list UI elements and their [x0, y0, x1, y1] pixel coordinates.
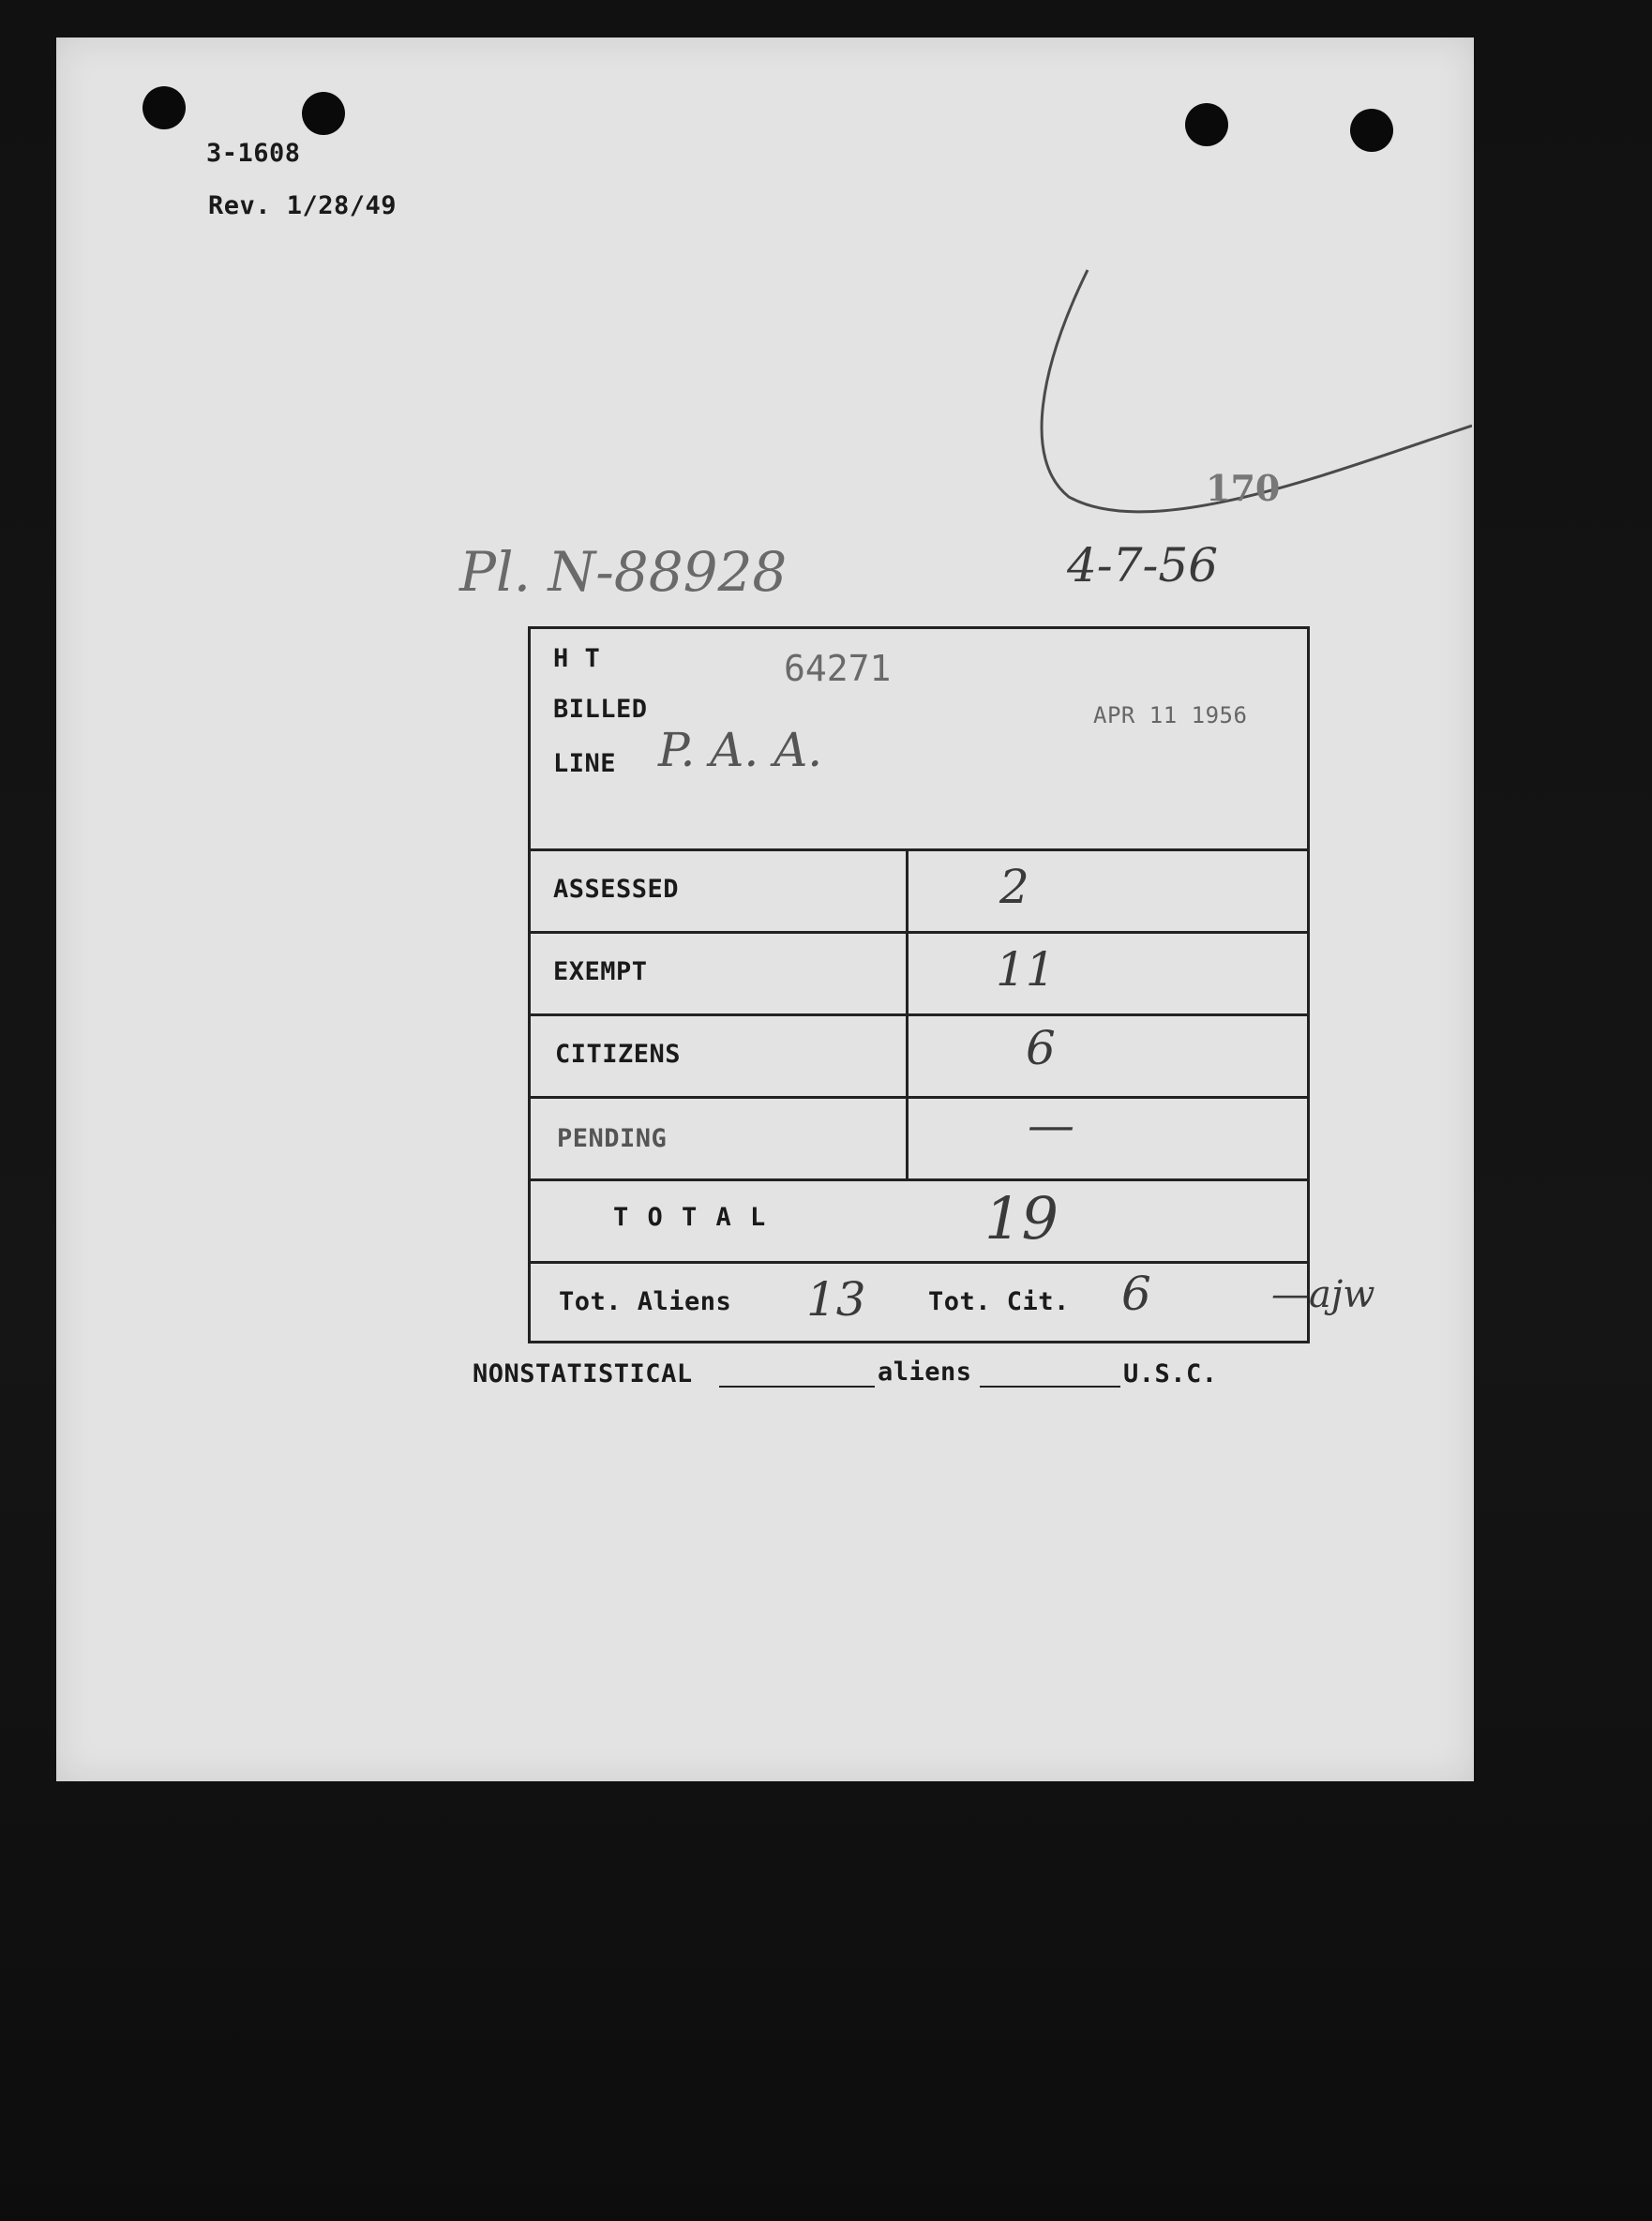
- document-page: [56, 38, 1474, 1781]
- row-value-pending: —: [1028, 1098, 1074, 1152]
- form-table: [528, 626, 1310, 1343]
- form-number: 3-1608: [206, 139, 301, 168]
- row-divider: [531, 1096, 1307, 1099]
- ht-number: 64271: [784, 648, 892, 689]
- row-divider: [531, 1261, 1307, 1264]
- row-label-pending: PENDING: [557, 1124, 668, 1153]
- row-value-assessed: 2: [999, 860, 1029, 914]
- punch-hole: [143, 86, 186, 129]
- billed-date-stamp: APR 11 1956: [1093, 702, 1248, 728]
- punch-hole: [1350, 109, 1393, 152]
- date-handwritten: 4-7-56: [1067, 538, 1219, 593]
- row-divider: [531, 848, 1307, 851]
- punch-hole: [302, 92, 345, 135]
- total-citizens-value: 6: [1121, 1267, 1151, 1321]
- row-label-assessed: ASSESSED: [553, 875, 680, 904]
- row-divider: [531, 1013, 1307, 1016]
- punch-hole: [1185, 103, 1228, 146]
- total-label: T O T A L: [613, 1203, 768, 1232]
- row-value-citizens: 6: [1026, 1021, 1056, 1075]
- total-value: 19: [984, 1184, 1059, 1253]
- billed-label: BILLED: [553, 695, 648, 724]
- ht-label: H T: [553, 644, 601, 673]
- line-label: LINE: [553, 749, 617, 778]
- form-revision: Rev. 1/28/49: [208, 191, 398, 220]
- nonstatistical-aliens-label: aliens: [878, 1358, 972, 1387]
- row-value-exempt: 11: [996, 942, 1056, 997]
- nonstatistical-usc-blank: [980, 1386, 1120, 1388]
- page-number-stamp: 170: [1206, 467, 1281, 509]
- initials-handwritten: —ajw: [1271, 1273, 1375, 1316]
- total-aliens-value: 13: [806, 1272, 866, 1327]
- row-label-exempt: EXEMPT: [553, 957, 648, 986]
- line-value: P. A. A.: [658, 723, 823, 777]
- row-label-citizens: CITIZENS: [555, 1040, 682, 1069]
- file-number-handwritten: Pl. N-88928: [459, 540, 788, 604]
- nonstatistical-label: NONSTATISTICAL: [473, 1359, 693, 1388]
- row-divider: [531, 1178, 1307, 1181]
- nonstatistical-usc-label: U.S.C.: [1123, 1359, 1218, 1388]
- total-aliens-label: Tot. Aliens: [559, 1287, 732, 1316]
- row-divider: [531, 931, 1307, 934]
- nonstatistical-aliens-blank: [719, 1386, 875, 1388]
- total-citizens-label: Tot. Cit.: [928, 1287, 1070, 1316]
- column-divider: [906, 848, 909, 1178]
